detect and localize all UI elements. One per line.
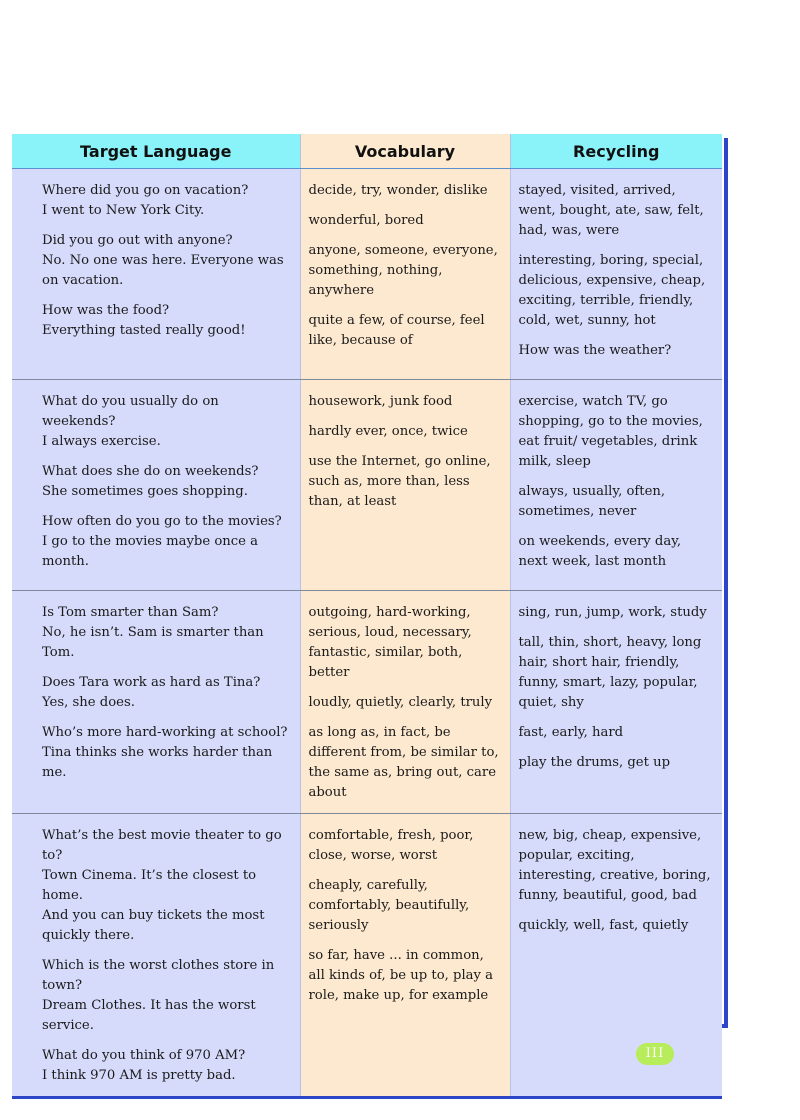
answer: I went to New York City. xyxy=(42,203,205,218)
target-language-cell xyxy=(12,814,300,1098)
table-row xyxy=(12,814,722,1098)
answer: No. No one was here. Everyone was on vacation. xyxy=(42,253,284,288)
answer: She sometimes goes shopping. xyxy=(42,484,248,499)
recycling-group: sing, run, jump, work, study xyxy=(518,605,707,620)
vocabulary-cell xyxy=(300,169,510,380)
vocabulary-group: so far, have ... in common, all kinds of, be up to, play a role, make up, for example xyxy=(308,948,494,1003)
recycling-group: on weekends, every day, next week, last month xyxy=(518,534,682,569)
recycling-group: interesting, boring, special, delicious, expensive, cheap, exciting, terrible, friendly, cold, wet, sunny, hot xyxy=(518,253,706,328)
header-recycling: Recycling xyxy=(510,134,722,169)
question: Who’s more hard-working at school? xyxy=(42,725,288,740)
answer: Yes, she does. xyxy=(42,695,135,710)
vocabulary-group: hardly ever, once, twice xyxy=(308,424,468,439)
recycling-group: How was the weather? xyxy=(518,343,672,358)
vocabulary-cell xyxy=(300,380,510,591)
question: Which is the worst clothes store in town? xyxy=(42,958,275,993)
vocabulary-group: as long as, in fact, be different from, be similar to, the same as, bring out, care about xyxy=(308,725,499,800)
header-vocabulary: Vocabulary xyxy=(300,134,510,169)
question: Where did you go on vacation? xyxy=(42,183,249,198)
target-language-cell xyxy=(12,380,300,591)
recycling-group: always, usually, often, sometimes, never xyxy=(518,484,666,519)
vocabulary-cell xyxy=(300,814,510,1098)
vocabulary-group: wonderful, bored xyxy=(308,213,424,228)
vocabulary-group: loudly, quietly, clearly, truly xyxy=(308,695,493,710)
overview-table xyxy=(12,134,722,1099)
target-language-cell xyxy=(12,169,300,380)
question: How often do you go to the movies? xyxy=(42,514,282,529)
question: Does Tara work as hard as Tina? xyxy=(42,675,261,690)
answer: I think 970 AM is pretty bad. xyxy=(42,1068,236,1083)
recycling-group: exercise, watch TV, go shopping, go to the movies, eat fruit/ vegetables, drink milk, sleep xyxy=(518,394,703,469)
recycling-group: play the drums, get up xyxy=(518,755,671,770)
table-row xyxy=(12,380,722,591)
question: What’s the best movie theater to go to? xyxy=(42,828,282,863)
recycling-cell xyxy=(510,814,722,1098)
vocabulary-group: outgoing, hard-working, serious, loud, necessary, fantastic, similar, both, better xyxy=(308,605,472,680)
answer: And you can buy tickets the most quickly there. xyxy=(42,908,265,943)
vocabulary-group: quite a few, of course, feel like, because of xyxy=(308,313,485,348)
table-header-row xyxy=(12,134,722,169)
question: Is Tom smarter than Sam? xyxy=(42,605,219,620)
page-number-badge: III xyxy=(636,1043,674,1065)
recycling-cell xyxy=(510,591,722,814)
answer: Dream Clothes. It has the worst service. xyxy=(42,998,256,1033)
table-row xyxy=(12,169,722,380)
answer: Everything tasted really good! xyxy=(42,323,246,338)
vocabulary-group: housework, junk food xyxy=(308,394,453,409)
target-language-cell xyxy=(12,591,300,814)
question: What does she do on weekends? xyxy=(42,464,259,479)
header-target-language: Target Language xyxy=(12,134,300,169)
question: How was the food? xyxy=(42,303,170,318)
vocabulary-group: use the Internet, go online, such as, more than, less than, at least xyxy=(308,454,491,509)
recycling-group: tall, thin, short, heavy, long hair, short hair, friendly, funny, smart, lazy, popular, quiet, shy xyxy=(518,635,702,710)
recycling-group: quickly, well, fast, quietly xyxy=(518,918,689,933)
question: What do you usually do on weekends? xyxy=(42,394,219,429)
answer: No, he isn’t. Sam is smarter than Tom. xyxy=(42,625,264,660)
question: What do you think of 970 AM? xyxy=(42,1048,246,1063)
answer: Town Cinema. It’s the closest to home. xyxy=(42,868,257,903)
vocabulary-group: comfortable, fresh, poor, close, worse, worst xyxy=(308,828,474,863)
answer: I go to the movies maybe once a month. xyxy=(42,534,259,569)
recycling-cell xyxy=(510,380,722,591)
recycling-group: stayed, visited, arrived, went, bought, ate, saw, felt, had, was, were xyxy=(518,183,704,238)
recycling-group: fast, early, hard xyxy=(518,725,624,740)
vocabulary-group: anyone, someone, everyone, something, nothing, anywhere xyxy=(308,243,498,298)
question: Did you go out with anyone? xyxy=(42,233,233,248)
answer: Tina thinks she works harder than me. xyxy=(42,745,273,780)
vocabulary-group: decide, try, wonder, dislike xyxy=(308,183,488,198)
table-row xyxy=(12,591,722,814)
answer: I always exercise. xyxy=(42,434,161,449)
recycling-group: new, big, cheap, expensive, popular, exciting, interesting, creative, boring, funny, beautiful, good, bad xyxy=(518,828,711,903)
vocabulary-cell xyxy=(300,591,510,814)
vocabulary-group: cheaply, carefully, comfortably, beautifully, seriously xyxy=(308,878,470,933)
recycling-cell xyxy=(510,169,722,380)
